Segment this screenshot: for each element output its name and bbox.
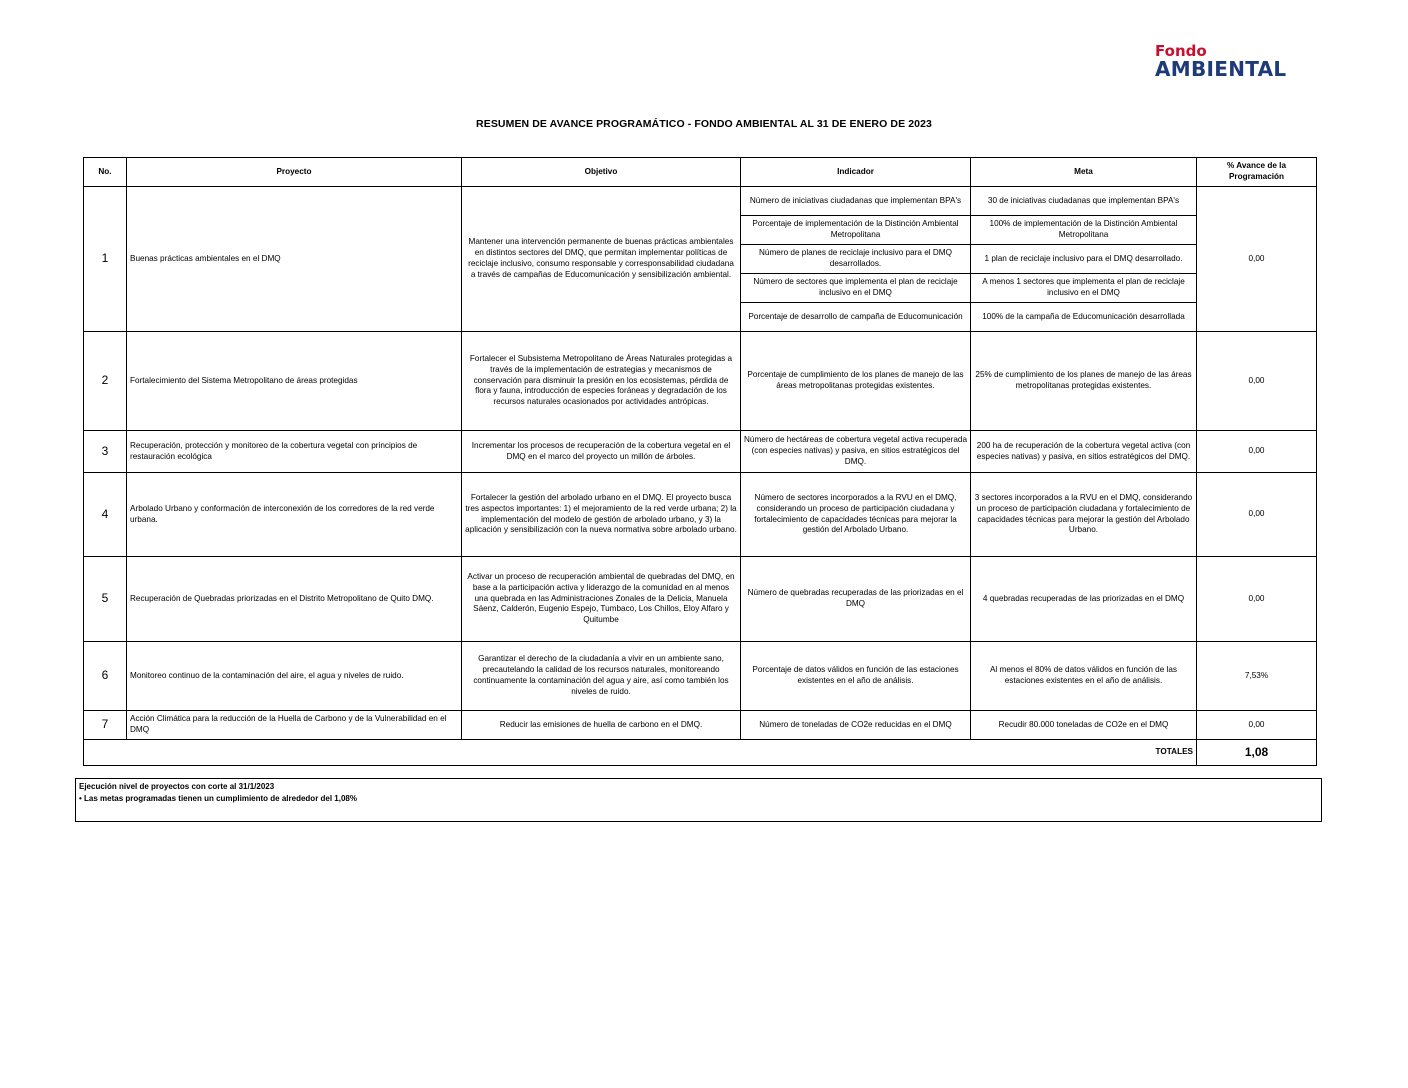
row-indicador: Número de sectores incorporados a la RVU en el DMQ, considerando un proceso de participación ciudadana y fortalecimiento de capacidades técnicas para mejorar la gestión del Arbolado Urbano. bbox=[741, 473, 971, 557]
table-row bbox=[84, 431, 1317, 473]
row-meta: 1 plan de reciclaje inclusivo para el DMQ desarrollado. bbox=[971, 245, 1197, 274]
row-proyecto: Acción Climática para la reducción de la Huella de Carbono y de la Vulnerabilidad en el DMQ bbox=[127, 711, 462, 740]
row-number: 3 bbox=[84, 431, 127, 473]
row-indicador: Número de iniciativas ciudadanas que implementan BPA's bbox=[741, 187, 971, 216]
row-meta: 3 sectores incorporados a la RVU en el DMQ, considerando un proceso de participación ciudadana y fortalecimiento de capacidades técnicas para mejorar la gestión del Arbolado Urbano. bbox=[971, 473, 1197, 557]
notes-box bbox=[75, 778, 1322, 822]
row-indicador: Número de planes de reciclaje inclusivo para el DMQ desarrollados. bbox=[741, 245, 971, 274]
page-title: RESUMEN DE AVANCE PROGRAMÁTICO - FONDO AMBIENTAL AL 31 DE ENERO DE 2023 bbox=[476, 118, 932, 130]
row-meta: 25% de cumplimiento de los planes de manejo de las áreas metropolitanas protegidas existentes. bbox=[971, 332, 1197, 431]
summary-table bbox=[83, 157, 1317, 766]
totals-row bbox=[84, 740, 1317, 766]
row-proyecto: Buenas prácticas ambientales en el DMQ bbox=[127, 187, 462, 332]
table-row bbox=[84, 642, 1317, 711]
row-proyecto: Recuperación de Quebradas priorizadas en el Distrito Metropolitano de Quito DMQ. bbox=[127, 557, 462, 642]
table-row bbox=[84, 473, 1317, 557]
row-objetivo: Fortalecer el Subsistema Metropolitano de Áreas Naturales protegidas a través de la implementación de estrategias y mecanismos de conservación para disminuir la presión en los ecosistemas, pérdida de flora y fauna, introducción de especies foráneas y degradación de los recursos naturales ocasionados por actividades antrópicas. bbox=[462, 332, 741, 431]
row-number: 2 bbox=[84, 332, 127, 431]
row-meta: 100% de la campaña de Educomunicación desarrollada bbox=[971, 303, 1197, 332]
table-row bbox=[84, 557, 1317, 642]
fondo-ambiental-logo bbox=[1155, 44, 1286, 79]
header-no: No. bbox=[84, 158, 127, 187]
row-meta: 4 quebradas recuperadas de las priorizadas en el DMQ bbox=[971, 557, 1197, 642]
table-row bbox=[84, 711, 1317, 740]
row-objetivo: Activar un proceso de recuperación ambiental de quebradas del DMQ, en base a la participación activa y liderazgo de la comunidad en al menos una quebrada en las Administraciones Zonales de la Delicia, Manuela Sáenz, Calderón, Eugenio Espejo, Tumbaco, Los Chillos, Eloy Alfaro y Quitumbe bbox=[462, 557, 741, 642]
row-indicador: Número de quebradas recuperadas de las priorizadas en el DMQ bbox=[741, 557, 971, 642]
header-avance: % Avance de la Programación bbox=[1197, 158, 1317, 187]
row-indicador: Porcentaje de desarrollo de campaña de Educomunicación bbox=[741, 303, 971, 332]
header-indicador: Indicador bbox=[741, 158, 971, 187]
row-meta: 200 ha de recuperación de la cobertura vegetal activa (con especies nativas) y pasiva, en sitios estratégicos del DMQ. bbox=[971, 431, 1197, 473]
row-number: 4 bbox=[84, 473, 127, 557]
row-number: 1 bbox=[84, 187, 127, 332]
row-objetivo: Fortalecer la gestión del arbolado urbano en el DMQ. El proyecto busca tres aspectos importantes: 1) el mejoramiento de la red verde urbana; 2) la implementación del modelo de gestión de arbolado urbano, y 3) la aplicación y sensibilización con la nueva normativa sobre arbolado urbano. bbox=[462, 473, 741, 557]
table-row bbox=[84, 332, 1317, 431]
header-meta: Meta bbox=[971, 158, 1197, 187]
row-avance: 0,00 bbox=[1197, 332, 1317, 431]
row-indicador: Porcentaje de cumplimiento de los planes de manejo de las áreas metropolitanas protegidas existentes. bbox=[741, 332, 971, 431]
row-indicador: Porcentaje de implementación de la Distinción Ambiental Metropolitana bbox=[741, 216, 971, 245]
row-objetivo: Incrementar los procesos de recuperación de la cobertura vegetal en el DMQ en el marco del proyecto un millón de árboles. bbox=[462, 431, 741, 473]
row-proyecto: Recuperación, protección y monitoreo de la cobertura vegetal con principios de restauración ecológica bbox=[127, 431, 462, 473]
row-meta: 30 de iniciativas ciudadanas que implementan BPA's bbox=[971, 187, 1197, 216]
row-avance: 0,00 bbox=[1197, 711, 1317, 740]
logo-line-2: AMBIENTAL bbox=[1155, 57, 1287, 81]
row-meta: Recudir 80.000 toneladas de CO2e en el DMQ bbox=[971, 711, 1197, 740]
row-indicador: Número de sectores que implementa el plan de reciclaje inclusivo en el DMQ bbox=[741, 274, 971, 303]
row-meta: A menos 1 sectores que implementa el plan de reciclaje inclusivo en el DMQ bbox=[971, 274, 1197, 303]
row-avance: 0,00 bbox=[1197, 473, 1317, 557]
row-meta: Al menos el 80% de datos válidos en función de las estaciones existentes en el año de análisis. bbox=[971, 642, 1197, 711]
row-objetivo: Garantizar el derecho de la ciudadanía a vivir en un ambiente sano, precautelando la calidad de los recursos naturales, monitoreando continuamente la contaminación del agua y aire, así como también los niveles de ruido. bbox=[462, 642, 741, 711]
row-objetivo: Mantener una intervención permanente de buenas prácticas ambientales en distintos sectores del DMQ, que permitan implementar políticas de reciclaje inclusivo, consumo responsable y corresponsabilidad ciudadana a través de campañas de Educomunicación y sensibilización ambiental. bbox=[462, 187, 741, 332]
note-line: • Las metas programadas tienen un cumplimiento de alrededor del 1,08% bbox=[79, 793, 357, 803]
row-number: 5 bbox=[84, 557, 127, 642]
row-number: 6 bbox=[84, 642, 127, 711]
logo-line-1: Fondo bbox=[1155, 42, 1207, 60]
row-proyecto: Monitoreo continuo de la contaminación del aire, el agua y niveles de ruido. bbox=[127, 642, 462, 711]
row-avance: 0,00 bbox=[1197, 187, 1317, 332]
header-proyecto: Proyecto bbox=[127, 158, 462, 187]
row-avance: 0,00 bbox=[1197, 557, 1317, 642]
table-header-row bbox=[84, 158, 1317, 187]
row-indicador: Número de toneladas de CO2e reducidas en el DMQ bbox=[741, 711, 971, 740]
row-indicador: Número de hectáreas de cobertura vegetal activa recuperada (con especies nativas) y pasiva, en sitios estratégicos del DMQ. bbox=[741, 431, 971, 473]
table-row bbox=[84, 187, 1317, 216]
note-line: Ejecución nivel de proyectos con corte al 31/1/2023 bbox=[79, 782, 275, 791]
row-indicador: Porcentaje de datos válidos en función de las estaciones existentes en el año de análisis. bbox=[741, 642, 971, 711]
totals-value: 1,08 bbox=[1197, 740, 1317, 766]
row-meta: 100% de implementación de la Distinción Ambiental Metropolitana bbox=[971, 216, 1197, 245]
row-avance: 7,53% bbox=[1197, 642, 1317, 711]
totals-label: TOTALES bbox=[84, 740, 1197, 766]
row-proyecto: Fortalecimiento del Sistema Metropolitano de áreas protegidas bbox=[127, 332, 462, 431]
row-number: 7 bbox=[84, 711, 127, 740]
header-objetivo: Objetivo bbox=[462, 158, 741, 187]
row-objetivo: Reducir las emisiones de huella de carbono en el DMQ. bbox=[462, 711, 741, 740]
row-avance: 0,00 bbox=[1197, 431, 1317, 473]
row-proyecto: Arbolado Urbano y conformación de interconexión de los corredores de la red verde urbana. bbox=[127, 473, 462, 557]
